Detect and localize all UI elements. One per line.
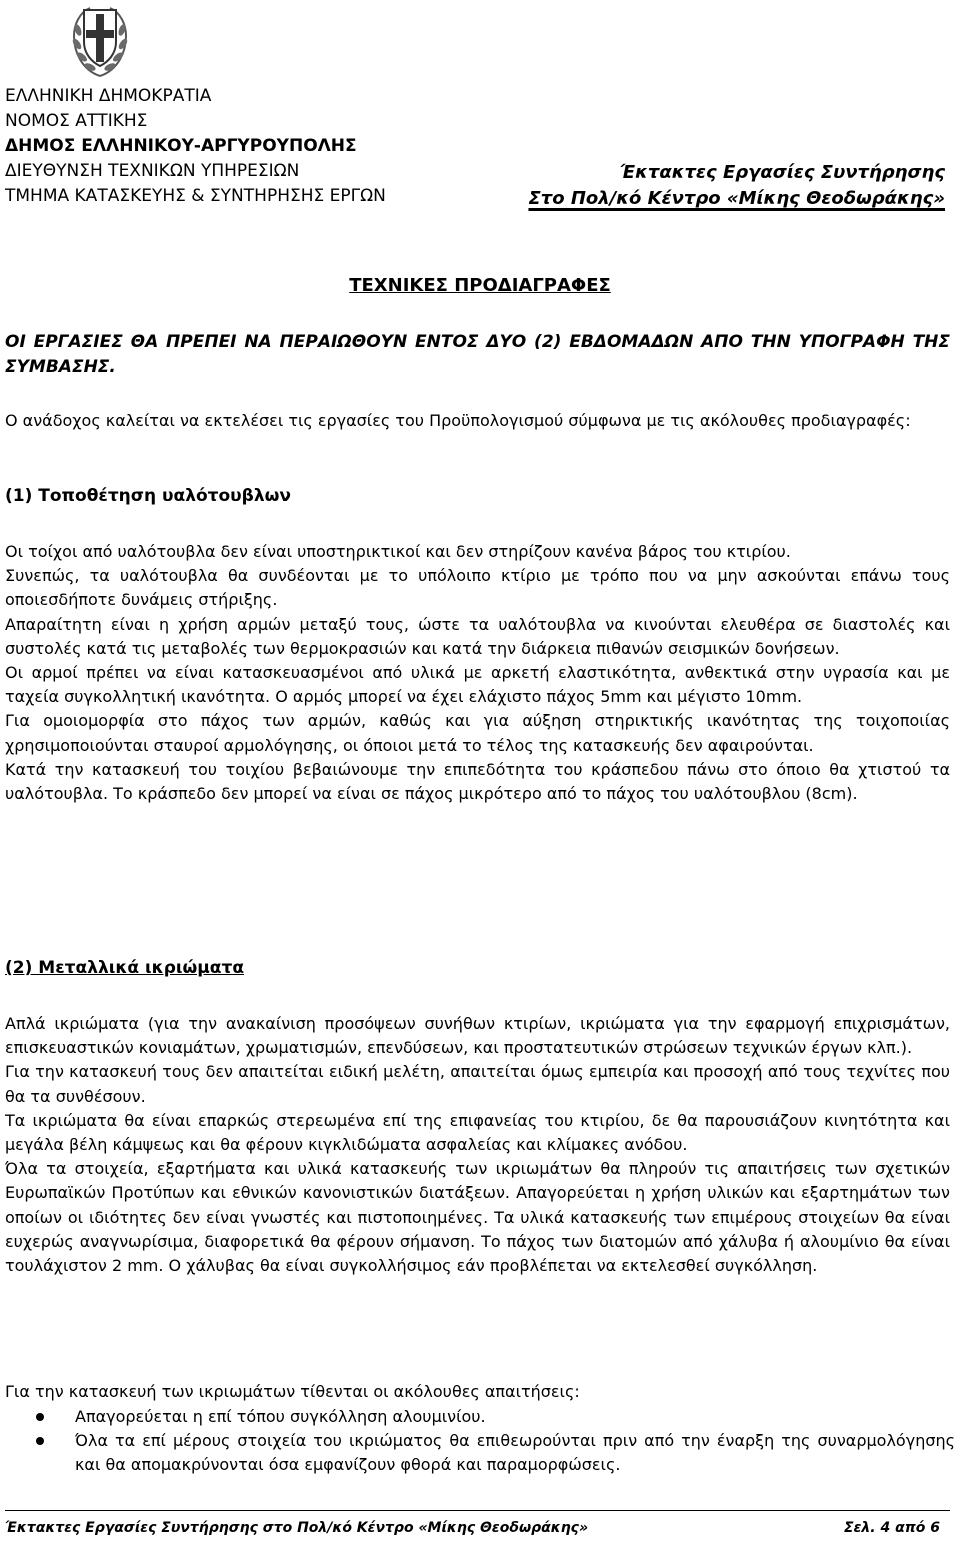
footer-project: Έκτακτες Εργασίες Συντήρησης στο Πολ/κό Κέντρο «Μίκης Θεοδωράκης» — [5, 1520, 589, 1536]
paragraph: Απαραίτητη είναι η χρήση αρμών μεταξύ τους, ώστε τα υαλότουβλα να κινούνται ελευθέρα σε διαστολές και συστολές κατά τις μεταβολές των θερμοκρασιών και κατά την διάρκεια πιθανών σεισμικών δονήσεων. — [5, 614, 950, 658]
list-item-text: Όλα τα επί μέρους στοιχεία του ικριώματος θα επιθεωρούνται πριν από την έναρξη της συναρμολόγησης και θα απομακρύνονται όσα εμφανίζουν φθορά και παραμορφώσεις. — [75, 1431, 955, 1474]
section-2-body — [5, 1012, 950, 1278]
list-item — [0, 1405, 955, 1429]
paragraph: Για ομοιομορφία στο πάχος των αρμών, καθώς και για αύξηση στηρικτικής ικανότητας της τοιχοποιίας χρησιμοποιούνται σταυροί αρμολόγησης, οι όποιοι μετά το τέλος της κατασκευής δεν αφαιρούνται. — [5, 711, 950, 755]
paragraph: Οι αρμοί πρέπει να είναι κατασκευασμένοι από υλικά με αρκετή ελαστικότητα, ανθεκτικά στην υγρασία και με ταχεία συγκολλητική ικανότητα. Ο αρμός μπορεί να έχει ελάχιστο πάχος 5mm και μέγιστο 10mm. — [5, 663, 950, 707]
page-number: Σελ. 4 από 6 — [844, 1520, 940, 1536]
issuing-authority — [5, 84, 475, 209]
greek-state-emblem-icon — [60, 0, 140, 78]
municipality-line: ΔΗΜΟΣ ΕΛΛΗΝΙΚΟΥ-ΑΡΓΥΡΟΥΠΟΛΗΣ — [5, 136, 357, 156]
country-line: ΕΛΛΗΝΙΚΗ ΔΗΜΟΚΡΑΤΙΑ — [5, 86, 212, 106]
paragraph: Συνεπώς, τα υαλότουβλα θα συνδέονται με το υπόλοιπο κτίριο με τρόπο που να μην ασκούνται επάνω τους οποιεσδήποτε δυνάμεις στήριξης. — [5, 566, 950, 610]
section-1-title: (1) Τοποθέτηση υαλότουβλων — [5, 486, 291, 506]
bullet-icon — [36, 1413, 44, 1421]
list-item-text: Απαγορεύεται η επί τόπου συγκόλληση αλουμινίου. — [75, 1407, 486, 1426]
section-2-title: (2) Μεταλλικά ικριώματα — [5, 958, 244, 978]
deadline-notice: ΟΙ ΕΡΓΑΣΙΕΣ ΘΑ ΠΡΕΠΕΙ ΝΑ ΠΕΡΑΙΩΘΟΥΝ ΕΝΤΟΣ ΔΥΟ (2) ΕΒΔΟΜΑΔΩΝ ΑΠΟ ΤΗΝ ΥΠΟΓΡΑΦΗ ΤΗΣ ΣΥΜΒΑΣΗΣ. — [5, 332, 950, 377]
paragraph: Οι τοίχοι από υαλότουβλα δεν είναι υποστηρικτικοί και δεν στηρίζουν κανένα βάρος του κτιρίου. — [5, 542, 791, 561]
project-title-line-1: Έκτακτες Εργασίες Συντήρησης — [619, 162, 945, 183]
footer-divider — [5, 1510, 950, 1511]
bullet-icon — [36, 1437, 44, 1445]
project-title — [528, 160, 945, 212]
project-title-line-2: Στο Πολ/κό Κέντρο «Μίκης Θεοδωράκης» — [528, 188, 945, 209]
paragraph: Για την κατασκευή τους δεν απαιτείται ειδική μελέτη, απαιτείται όμως εμπειρία και προσοχή από τους τεχνίτες που θα τα συνθέσουν. — [5, 1062, 950, 1106]
paragraph: Τα ικριώματα θα είναι επαρκώς στερεωμένα επί της επιφανείας του κτιρίου, δε θα παρουσιάζουν κινητότητα και μεγάλα βέλη κάμψεως και θα φέρουν κιγκλιδώματα ασφαλείας και κλίμακες ανόδου. — [5, 1110, 950, 1155]
prefecture-line: ΝΟΜΟΣ ΑΤΤΙΚΗΣ — [5, 111, 148, 131]
document-title: ΤΕΧΝΙΚΕΣ ΠΡΟΔΙΑΓΡΑΦΕΣ — [349, 275, 611, 296]
requirements-list — [0, 1405, 955, 1477]
paragraph: Κατά την κατασκευή του τοιχίου βεβαιώνουμε την επιπεδότητα του κράσπεδου πάνω στο όποιο θα χτιστού τα υαλότουβλα. Το κράσπεδο δεν μπορεί να είναι σε πάχος μικρότερο από το πάχος του υαλότουβλου (8cm). — [5, 759, 950, 804]
department-line: ΤΜΗΜΑ ΚΑΤΑΣΚΕΥΗΣ & ΣΥΝΤΗΡΗΣΗΣ ΕΡΓΩΝ — [5, 186, 386, 206]
directorate-line: ΔΙΕΥΘΥΝΣΗ ΤΕΧΝΙΚΩΝ ΥΠΗΡΕΣΙΩΝ — [5, 161, 300, 181]
requirements-intro: Για την κατασκευή των ικριωμάτων τίθενται οι ακόλουθες απαιτήσεις: — [5, 1382, 580, 1401]
section-1-body — [5, 540, 950, 806]
paragraph: Όλα τα στοιχεία, εξαρτήματα και υλικά κατασκευής των ικριωμάτων θα πληρούν τις απαιτήσεις των σχετικών Ευρωπαϊκών Προτύπων και εθνικών κανονιστικών διατάξεων. Απαγορεύεται η χρήση υλικών και εξαρτημάτων των οποίων οι ιδιότητες δεν είναι γνωστές και πιστοποιημένες. Τα υλικά κατασκευής των επιμέρους στοιχείων θα είναι ευχερώς αναγνωρίσιμα, διαφορετικά θα φέρουν σήμανση. Το πάχος των διατομών από χάλυβα ή αλουμίνιο θα είναι τουλάχιστον 2 mm. Ο χάλυβας θα είναι συγκολλήσιμος εάν προβλέπεται να εκτελεσθεί συγκόλληση. — [5, 1159, 950, 1276]
paragraph: Απλά ικριώματα (για την ανακαίνιση προσόψεων συνήθων κτιρίων, ικριώματα για την εφαρμογή επιχρισμάτων, επισκευαστικών κονιαμάτων, χρωματισμών, επενδύσεων, και προστατευτικών στρώσεων τεχνικών έργων κλπ.). — [5, 1014, 950, 1058]
list-item — [0, 1429, 955, 1477]
intro-paragraph: Ο ανάδοχος καλείται να εκτελέσει τις εργασίες του Προϋπολογισμού σύμφωνα με τις ακόλουθες προδιαγραφές: — [5, 411, 911, 430]
